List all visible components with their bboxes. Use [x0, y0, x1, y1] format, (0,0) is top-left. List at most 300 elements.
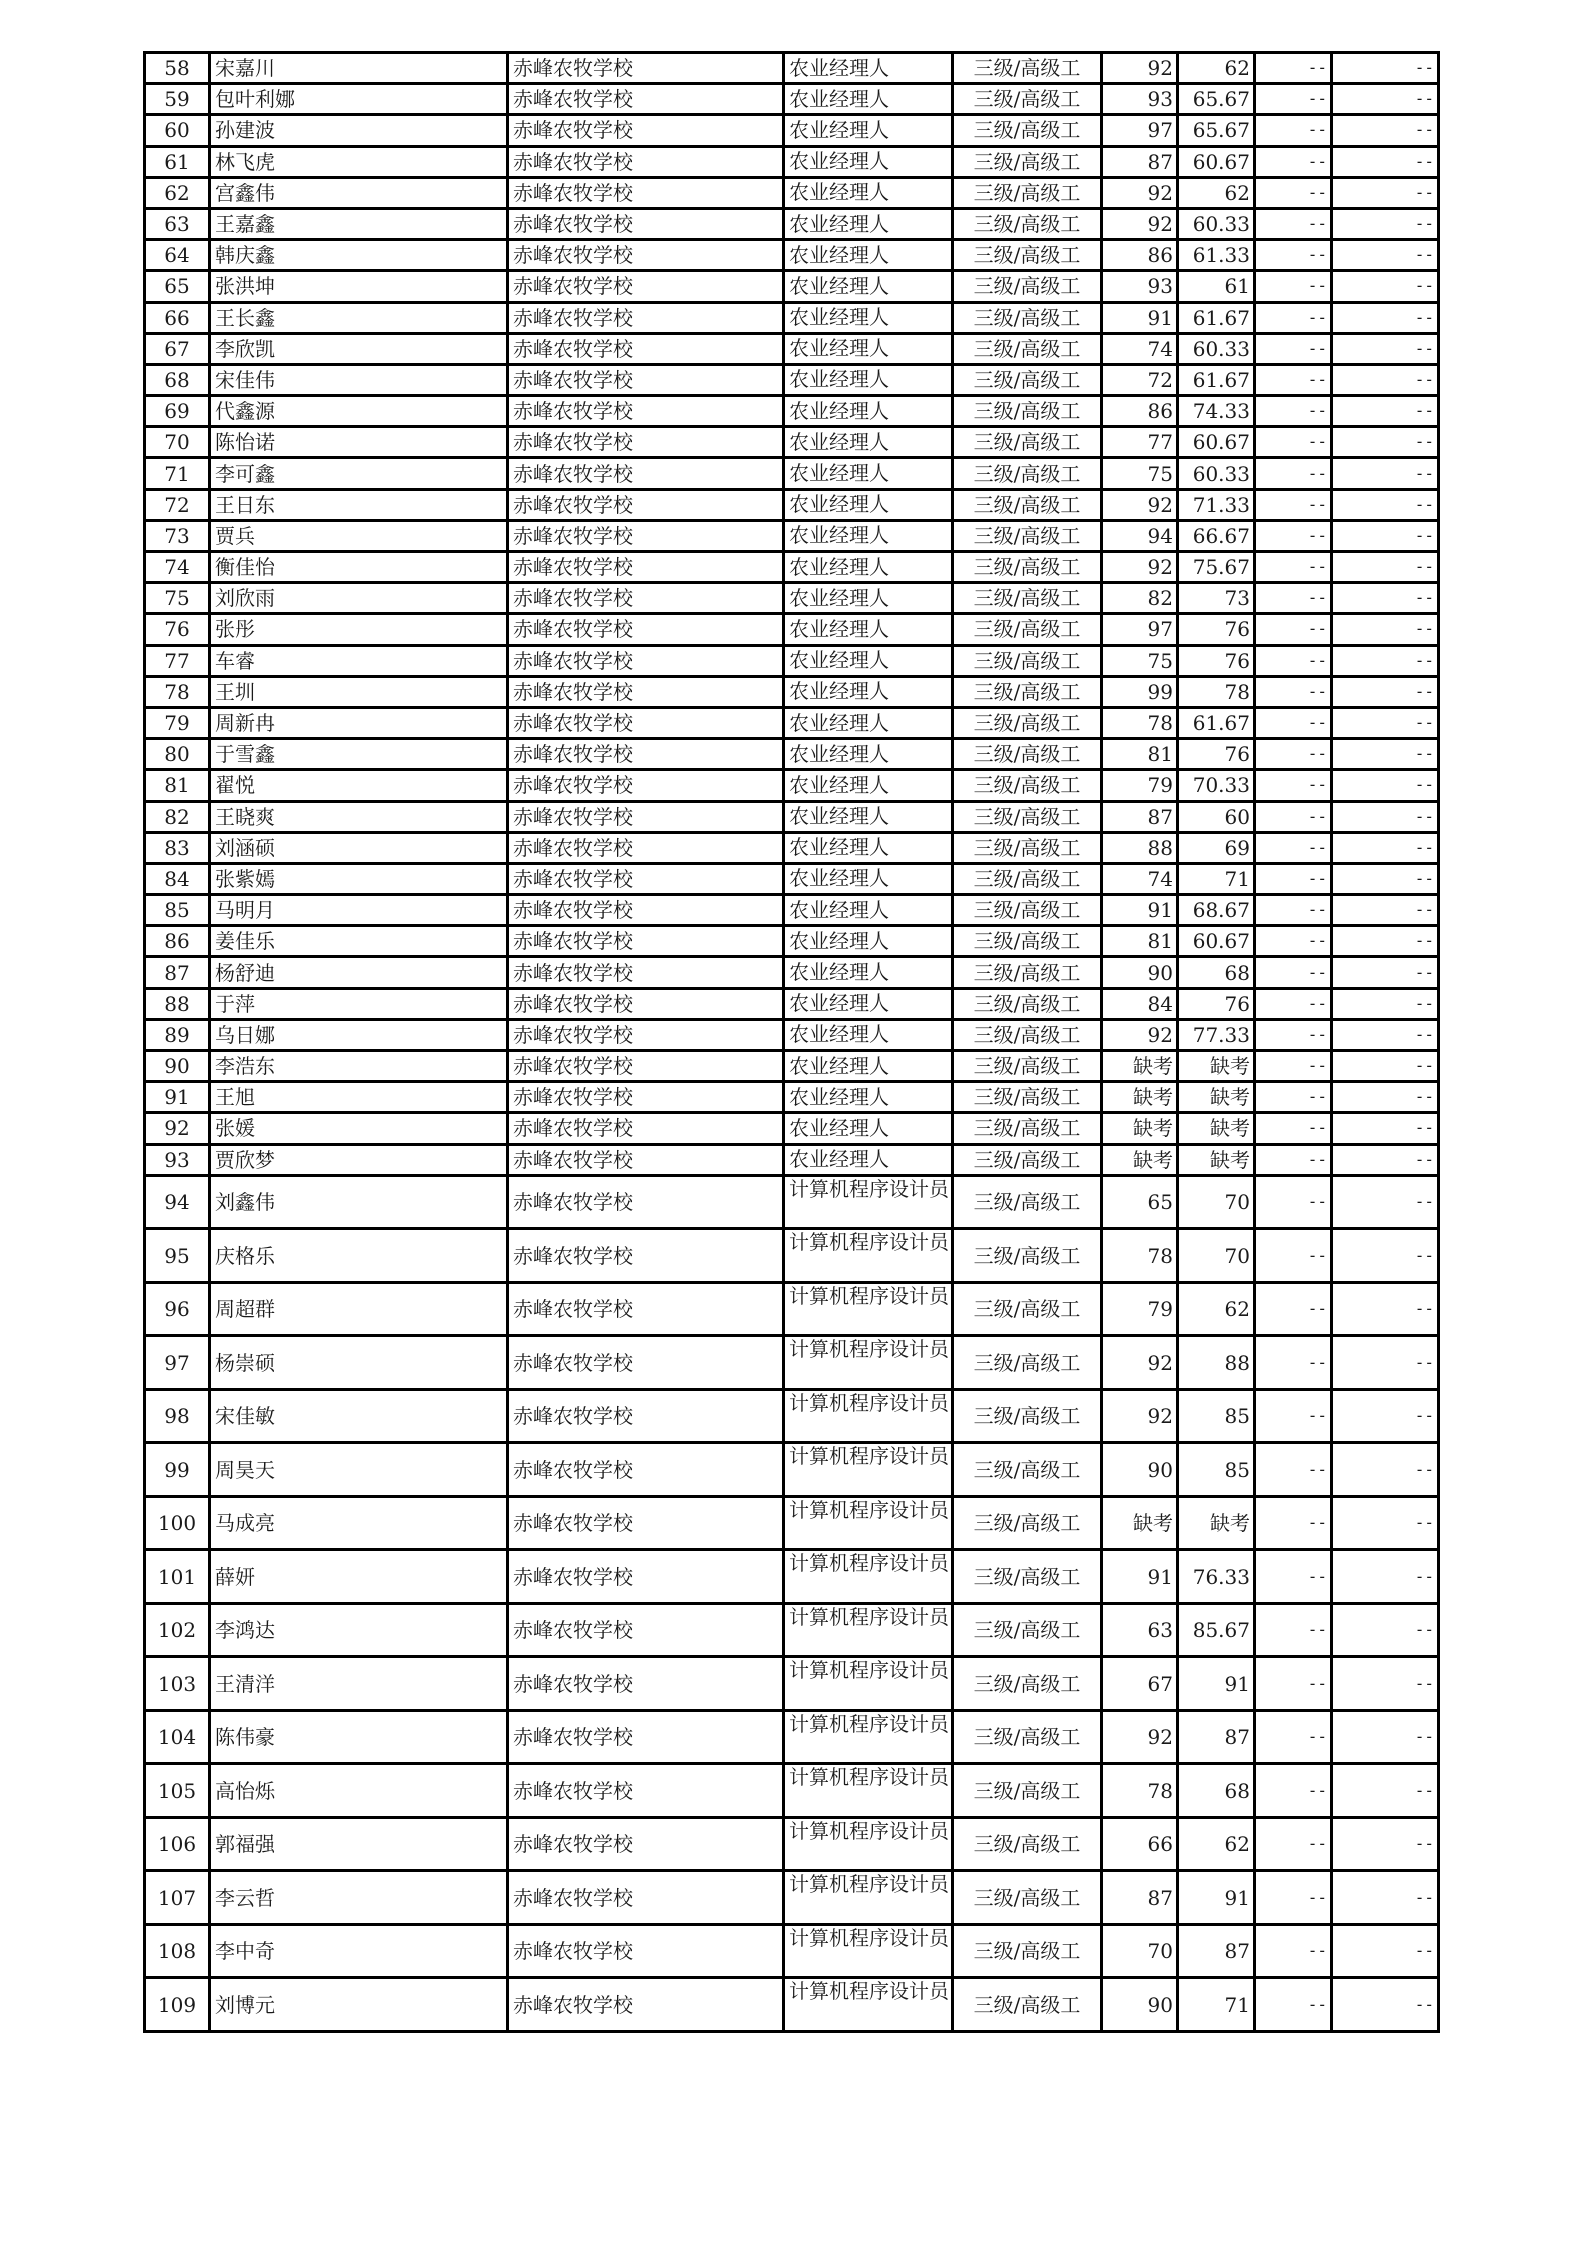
occupation-cell: 农业经理人	[784, 1113, 953, 1144]
skill-level-cell: 三级/高级工	[953, 863, 1102, 894]
row-number-cell: 97	[145, 1336, 210, 1390]
student-name-cell: 张紫嫣	[210, 863, 508, 894]
occupation-cell: 计算机程序设计员	[784, 1175, 953, 1229]
student-name-cell: 马成亮	[210, 1496, 508, 1550]
student-name-cell: 衡佳怡	[210, 552, 508, 583]
school-name-cell: 赤峰农牧学校	[508, 1817, 784, 1871]
skill-level-cell: 三级/高级工	[953, 1144, 1102, 1175]
theory-score-cell: 79	[1102, 1282, 1178, 1336]
practical-score-cell: 73	[1178, 583, 1255, 614]
occupation-cell: 农业经理人	[784, 520, 953, 551]
school-name-cell: 赤峰农牧学校	[508, 1144, 784, 1175]
practical-score-cell: 71.33	[1178, 489, 1255, 520]
score-4-cell: --	[1332, 1144, 1439, 1175]
theory-score-cell: 90	[1102, 957, 1178, 988]
occupation-cell: 农业经理人	[784, 333, 953, 364]
theory-score-cell: 84	[1102, 988, 1178, 1019]
practical-score-cell: 91	[1178, 1871, 1255, 1925]
score-3-cell: --	[1255, 1657, 1332, 1711]
score-4-cell: --	[1332, 333, 1439, 364]
score-4-cell: --	[1332, 895, 1439, 926]
results-table-body	[145, 53, 1439, 2032]
score-4-cell: --	[1332, 1019, 1439, 1050]
row-number-cell: 88	[145, 988, 210, 1019]
student-name-cell: 张媛	[210, 1113, 508, 1144]
skill-level-cell: 三级/高级工	[953, 1113, 1102, 1144]
score-3-cell: --	[1255, 364, 1332, 395]
row-number-cell: 74	[145, 552, 210, 583]
row-number-cell: 72	[145, 489, 210, 520]
occupation-cell: 农业经理人	[784, 583, 953, 614]
score-4-cell: --	[1332, 1978, 1439, 2032]
score-3-cell: --	[1255, 1144, 1332, 1175]
theory-score-cell: 78	[1102, 1764, 1178, 1818]
table-row	[145, 770, 1439, 801]
theory-score-cell: 75	[1102, 645, 1178, 676]
score-3-cell: --	[1255, 177, 1332, 208]
table-row	[145, 1282, 1439, 1336]
school-name-cell: 赤峰农牧学校	[508, 1496, 784, 1550]
theory-score-cell: 92	[1102, 1019, 1178, 1050]
skill-level-cell: 三级/高级工	[953, 177, 1102, 208]
row-number-cell: 84	[145, 863, 210, 894]
skill-level-cell: 三级/高级工	[953, 1336, 1102, 1390]
school-name-cell: 赤峰农牧学校	[508, 1336, 784, 1390]
school-name-cell: 赤峰农牧学校	[508, 1051, 784, 1082]
table-row	[145, 1710, 1439, 1764]
practical-score-cell: 85	[1178, 1443, 1255, 1497]
practical-score-cell: 62	[1178, 1817, 1255, 1871]
theory-score-cell: 缺考	[1102, 1082, 1178, 1113]
skill-level-cell: 三级/高级工	[953, 489, 1102, 520]
school-name-cell: 赤峰农牧学校	[508, 645, 784, 676]
row-number-cell: 94	[145, 1175, 210, 1229]
score-4-cell: --	[1332, 364, 1439, 395]
theory-score-cell: 74	[1102, 333, 1178, 364]
table-row	[145, 1871, 1439, 1925]
score-4-cell: --	[1332, 1657, 1439, 1711]
score-3-cell: --	[1255, 1389, 1332, 1443]
school-name-cell: 赤峰农牧学校	[508, 1978, 784, 2032]
score-4-cell: --	[1332, 84, 1439, 115]
row-number-cell: 102	[145, 1603, 210, 1657]
school-name-cell: 赤峰农牧学校	[508, 1657, 784, 1711]
practical-score-cell: 60.33	[1178, 333, 1255, 364]
practical-score-cell: 76	[1178, 614, 1255, 645]
score-4-cell: --	[1332, 583, 1439, 614]
theory-score-cell: 70	[1102, 1924, 1178, 1978]
score-4-cell: --	[1332, 1229, 1439, 1283]
row-number-cell: 66	[145, 302, 210, 333]
skill-level-cell: 三级/高级工	[953, 1710, 1102, 1764]
table-row	[145, 1336, 1439, 1390]
theory-score-cell: 91	[1102, 895, 1178, 926]
skill-level-cell: 三级/高级工	[953, 1282, 1102, 1336]
row-number-cell: 61	[145, 146, 210, 177]
school-name-cell: 赤峰农牧学校	[508, 832, 784, 863]
student-name-cell: 宋嘉川	[210, 53, 508, 84]
student-name-cell: 李欣凯	[210, 333, 508, 364]
school-name-cell: 赤峰农牧学校	[508, 146, 784, 177]
row-number-cell: 68	[145, 364, 210, 395]
score-4-cell: --	[1332, 396, 1439, 427]
score-3-cell: --	[1255, 1051, 1332, 1082]
occupation-cell: 农业经理人	[784, 84, 953, 115]
score-4-cell: --	[1332, 1175, 1439, 1229]
row-number-cell: 98	[145, 1389, 210, 1443]
occupation-cell: 农业经理人	[784, 676, 953, 707]
score-3-cell: --	[1255, 895, 1332, 926]
occupation-cell: 计算机程序设计员	[784, 1924, 953, 1978]
row-number-cell: 70	[145, 427, 210, 458]
student-name-cell: 宋佳伟	[210, 364, 508, 395]
skill-level-cell: 三级/高级工	[953, 988, 1102, 1019]
theory-score-cell: 91	[1102, 302, 1178, 333]
theory-score-cell: 75	[1102, 458, 1178, 489]
practical-score-cell: 74.33	[1178, 396, 1255, 427]
theory-score-cell: 90	[1102, 1978, 1178, 2032]
occupation-cell: 农业经理人	[784, 1019, 953, 1050]
skill-level-cell: 三级/高级工	[953, 364, 1102, 395]
occupation-cell: 农业经理人	[784, 115, 953, 146]
row-number-cell: 60	[145, 115, 210, 146]
skill-level-cell: 三级/高级工	[953, 240, 1102, 271]
table-row	[145, 707, 1439, 738]
score-3-cell: --	[1255, 240, 1332, 271]
school-name-cell: 赤峰农牧学校	[508, 333, 784, 364]
student-name-cell: 李中奇	[210, 1924, 508, 1978]
practical-score-cell: 60.67	[1178, 427, 1255, 458]
score-3-cell: --	[1255, 1443, 1332, 1497]
row-number-cell: 86	[145, 926, 210, 957]
score-4-cell: --	[1332, 614, 1439, 645]
table-row	[145, 1657, 1439, 1711]
student-name-cell: 李云哲	[210, 1871, 508, 1925]
score-4-cell: --	[1332, 957, 1439, 988]
theory-score-cell: 87	[1102, 146, 1178, 177]
theory-score-cell: 74	[1102, 863, 1178, 894]
occupation-cell: 农业经理人	[784, 832, 953, 863]
theory-score-cell: 缺考	[1102, 1051, 1178, 1082]
table-row	[145, 926, 1439, 957]
skill-level-cell: 三级/高级工	[953, 1082, 1102, 1113]
school-name-cell: 赤峰农牧学校	[508, 1389, 784, 1443]
skill-level-cell: 三级/高级工	[953, 957, 1102, 988]
skill-level-cell: 三级/高级工	[953, 333, 1102, 364]
student-name-cell: 于雪鑫	[210, 739, 508, 770]
occupation-cell: 计算机程序设计员	[784, 1817, 953, 1871]
table-row	[145, 520, 1439, 551]
score-4-cell: --	[1332, 1496, 1439, 1550]
practical-score-cell: 68	[1178, 957, 1255, 988]
practical-score-cell: 62	[1178, 1282, 1255, 1336]
score-3-cell: --	[1255, 146, 1332, 177]
theory-score-cell: 87	[1102, 801, 1178, 832]
row-number-cell: 64	[145, 240, 210, 271]
practical-score-cell: 61	[1178, 271, 1255, 302]
score-4-cell: --	[1332, 115, 1439, 146]
school-name-cell: 赤峰农牧学校	[508, 583, 784, 614]
score-4-cell: --	[1332, 1603, 1439, 1657]
row-number-cell: 76	[145, 614, 210, 645]
student-name-cell: 林飞虎	[210, 146, 508, 177]
score-4-cell: --	[1332, 240, 1439, 271]
occupation-cell: 农业经理人	[784, 427, 953, 458]
row-number-cell: 58	[145, 53, 210, 84]
skill-level-cell: 三级/高级工	[953, 1229, 1102, 1283]
theory-score-cell: 93	[1102, 271, 1178, 302]
practical-score-cell: 70	[1178, 1175, 1255, 1229]
school-name-cell: 赤峰农牧学校	[508, 84, 784, 115]
score-3-cell: --	[1255, 926, 1332, 957]
table-row	[145, 1175, 1439, 1229]
student-name-cell: 高怡烁	[210, 1764, 508, 1818]
skill-level-cell: 三级/高级工	[953, 832, 1102, 863]
practical-score-cell: 65.67	[1178, 84, 1255, 115]
table-row	[145, 614, 1439, 645]
student-name-cell: 周新冉	[210, 707, 508, 738]
row-number-cell: 100	[145, 1496, 210, 1550]
practical-score-cell: 76.33	[1178, 1550, 1255, 1604]
student-name-cell: 姜佳乐	[210, 926, 508, 957]
score-4-cell: --	[1332, 1710, 1439, 1764]
occupation-cell: 农业经理人	[784, 614, 953, 645]
score-3-cell: --	[1255, 1924, 1332, 1978]
practical-score-cell: 62	[1178, 53, 1255, 84]
student-name-cell: 李可鑫	[210, 458, 508, 489]
school-name-cell: 赤峰农牧学校	[508, 1175, 784, 1229]
skill-level-cell: 三级/高级工	[953, 1871, 1102, 1925]
practical-score-cell: 缺考	[1178, 1082, 1255, 1113]
score-3-cell: --	[1255, 1871, 1332, 1925]
practical-score-cell: 60.33	[1178, 208, 1255, 239]
student-name-cell: 王旭	[210, 1082, 508, 1113]
score-4-cell: --	[1332, 427, 1439, 458]
skill-level-cell: 三级/高级工	[953, 396, 1102, 427]
student-name-cell: 庆格乐	[210, 1229, 508, 1283]
theory-score-cell: 92	[1102, 489, 1178, 520]
practical-score-cell: 60.67	[1178, 146, 1255, 177]
score-3-cell: --	[1255, 84, 1332, 115]
theory-score-cell: 缺考	[1102, 1113, 1178, 1144]
theory-score-cell: 81	[1102, 739, 1178, 770]
table-row	[145, 957, 1439, 988]
student-name-cell: 杨舒迪	[210, 957, 508, 988]
score-4-cell: --	[1332, 770, 1439, 801]
practical-score-cell: 60.67	[1178, 926, 1255, 957]
score-3-cell: --	[1255, 302, 1332, 333]
occupation-cell: 计算机程序设计员	[784, 1229, 953, 1283]
score-4-cell: --	[1332, 53, 1439, 84]
occupation-cell: 计算机程序设计员	[784, 1336, 953, 1390]
practical-score-cell: 61.67	[1178, 302, 1255, 333]
score-4-cell: --	[1332, 1282, 1439, 1336]
occupation-cell: 农业经理人	[784, 1082, 953, 1113]
table-row	[145, 1603, 1439, 1657]
score-3-cell: --	[1255, 863, 1332, 894]
row-number-cell: 65	[145, 271, 210, 302]
row-number-cell: 108	[145, 1924, 210, 1978]
school-name-cell: 赤峰农牧学校	[508, 1924, 784, 1978]
score-3-cell: --	[1255, 208, 1332, 239]
table-row	[145, 1764, 1439, 1818]
score-3-cell: --	[1255, 1603, 1332, 1657]
table-row	[145, 676, 1439, 707]
table-row	[145, 1924, 1439, 1978]
row-number-cell: 77	[145, 645, 210, 676]
occupation-cell: 农业经理人	[784, 895, 953, 926]
row-number-cell: 95	[145, 1229, 210, 1283]
occupation-cell: 农业经理人	[784, 926, 953, 957]
score-4-cell: --	[1332, 1113, 1439, 1144]
row-number-cell: 87	[145, 957, 210, 988]
skill-level-cell: 三级/高级工	[953, 1924, 1102, 1978]
practical-score-cell: 85	[1178, 1389, 1255, 1443]
practical-score-cell: 缺考	[1178, 1496, 1255, 1550]
score-3-cell: --	[1255, 1082, 1332, 1113]
occupation-cell: 农业经理人	[784, 801, 953, 832]
practical-score-cell: 69	[1178, 832, 1255, 863]
student-name-cell: 杨崇硕	[210, 1336, 508, 1390]
row-number-cell: 82	[145, 801, 210, 832]
skill-level-cell: 三级/高级工	[953, 1550, 1102, 1604]
occupation-cell: 农业经理人	[784, 957, 953, 988]
score-3-cell: --	[1255, 676, 1332, 707]
practical-score-cell: 60.33	[1178, 458, 1255, 489]
student-name-cell: 刘博元	[210, 1978, 508, 2032]
occupation-cell: 计算机程序设计员	[784, 1443, 953, 1497]
skill-level-cell: 三级/高级工	[953, 1019, 1102, 1050]
school-name-cell: 赤峰农牧学校	[508, 988, 784, 1019]
occupation-cell: 农业经理人	[784, 146, 953, 177]
theory-score-cell: 87	[1102, 1871, 1178, 1925]
score-3-cell: --	[1255, 1764, 1332, 1818]
occupation-cell: 农业经理人	[784, 458, 953, 489]
school-name-cell: 赤峰农牧学校	[508, 707, 784, 738]
practical-score-cell: 62	[1178, 177, 1255, 208]
score-3-cell: --	[1255, 739, 1332, 770]
skill-level-cell: 三级/高级工	[953, 1443, 1102, 1497]
student-name-cell: 陈怡诺	[210, 427, 508, 458]
row-number-cell: 62	[145, 177, 210, 208]
skill-level-cell: 三级/高级工	[953, 84, 1102, 115]
row-number-cell: 71	[145, 458, 210, 489]
table-row	[145, 988, 1439, 1019]
score-4-cell: --	[1332, 271, 1439, 302]
theory-score-cell: 97	[1102, 614, 1178, 645]
score-4-cell: --	[1332, 1051, 1439, 1082]
table-row	[145, 84, 1439, 115]
practical-score-cell: 61.67	[1178, 364, 1255, 395]
skill-level-cell: 三级/高级工	[953, 583, 1102, 614]
student-name-cell: 王嘉鑫	[210, 208, 508, 239]
table-row	[145, 396, 1439, 427]
theory-score-cell: 93	[1102, 84, 1178, 115]
score-4-cell: --	[1332, 863, 1439, 894]
table-row	[145, 208, 1439, 239]
score-4-cell: --	[1332, 707, 1439, 738]
score-4-cell: --	[1332, 520, 1439, 551]
table-row	[145, 1019, 1439, 1050]
score-4-cell: --	[1332, 146, 1439, 177]
occupation-cell: 农业经理人	[784, 645, 953, 676]
score-4-cell: --	[1332, 1871, 1439, 1925]
table-row	[145, 832, 1439, 863]
skill-level-cell: 三级/高级工	[953, 520, 1102, 551]
table-row	[145, 1817, 1439, 1871]
student-name-cell: 李浩东	[210, 1051, 508, 1082]
score-3-cell: --	[1255, 1550, 1332, 1604]
table-row	[145, 895, 1439, 926]
school-name-cell: 赤峰农牧学校	[508, 1550, 784, 1604]
score-4-cell: --	[1332, 645, 1439, 676]
theory-score-cell: 92	[1102, 1710, 1178, 1764]
student-name-cell: 王清洋	[210, 1657, 508, 1711]
theory-score-cell: 81	[1102, 926, 1178, 957]
score-4-cell: --	[1332, 1550, 1439, 1604]
row-number-cell: 103	[145, 1657, 210, 1711]
school-name-cell: 赤峰农牧学校	[508, 614, 784, 645]
practical-score-cell: 61.33	[1178, 240, 1255, 271]
score-3-cell: --	[1255, 770, 1332, 801]
row-number-cell: 67	[145, 333, 210, 364]
student-name-cell: 乌日娜	[210, 1019, 508, 1050]
occupation-cell: 农业经理人	[784, 396, 953, 427]
occupation-cell: 计算机程序设计员	[784, 1764, 953, 1818]
row-number-cell: 91	[145, 1082, 210, 1113]
skill-level-cell: 三级/高级工	[953, 302, 1102, 333]
student-name-cell: 车睿	[210, 645, 508, 676]
score-3-cell: --	[1255, 427, 1332, 458]
theory-score-cell: 82	[1102, 583, 1178, 614]
theory-score-cell: 63	[1102, 1603, 1178, 1657]
theory-score-cell: 86	[1102, 396, 1178, 427]
theory-score-cell: 99	[1102, 676, 1178, 707]
score-3-cell: --	[1255, 645, 1332, 676]
score-3-cell: --	[1255, 1175, 1332, 1229]
theory-score-cell: 78	[1102, 1229, 1178, 1283]
row-number-cell: 75	[145, 583, 210, 614]
score-4-cell: --	[1332, 1817, 1439, 1871]
occupation-cell: 农业经理人	[784, 1144, 953, 1175]
row-number-cell: 99	[145, 1443, 210, 1497]
skill-level-cell: 三级/高级工	[953, 739, 1102, 770]
theory-score-cell: 97	[1102, 115, 1178, 146]
student-name-cell: 张洪坤	[210, 271, 508, 302]
practical-score-cell: 91	[1178, 1657, 1255, 1711]
school-name-cell: 赤峰农牧学校	[508, 271, 784, 302]
table-row	[145, 1389, 1439, 1443]
row-number-cell: 69	[145, 396, 210, 427]
practical-score-cell: 71	[1178, 863, 1255, 894]
table-row	[145, 863, 1439, 894]
school-name-cell: 赤峰农牧学校	[508, 1710, 784, 1764]
theory-score-cell: 92	[1102, 1389, 1178, 1443]
student-name-cell: 陈伟豪	[210, 1710, 508, 1764]
theory-score-cell: 79	[1102, 770, 1178, 801]
theory-score-cell: 67	[1102, 1657, 1178, 1711]
skill-level-cell: 三级/高级工	[953, 271, 1102, 302]
practical-score-cell: 65.67	[1178, 115, 1255, 146]
student-name-cell: 刘鑫伟	[210, 1175, 508, 1229]
occupation-cell: 农业经理人	[784, 552, 953, 583]
school-name-cell: 赤峰农牧学校	[508, 427, 784, 458]
skill-level-cell: 三级/高级工	[953, 458, 1102, 489]
table-row	[145, 146, 1439, 177]
theory-score-cell: 88	[1102, 832, 1178, 863]
score-4-cell: --	[1332, 739, 1439, 770]
row-number-cell: 78	[145, 676, 210, 707]
